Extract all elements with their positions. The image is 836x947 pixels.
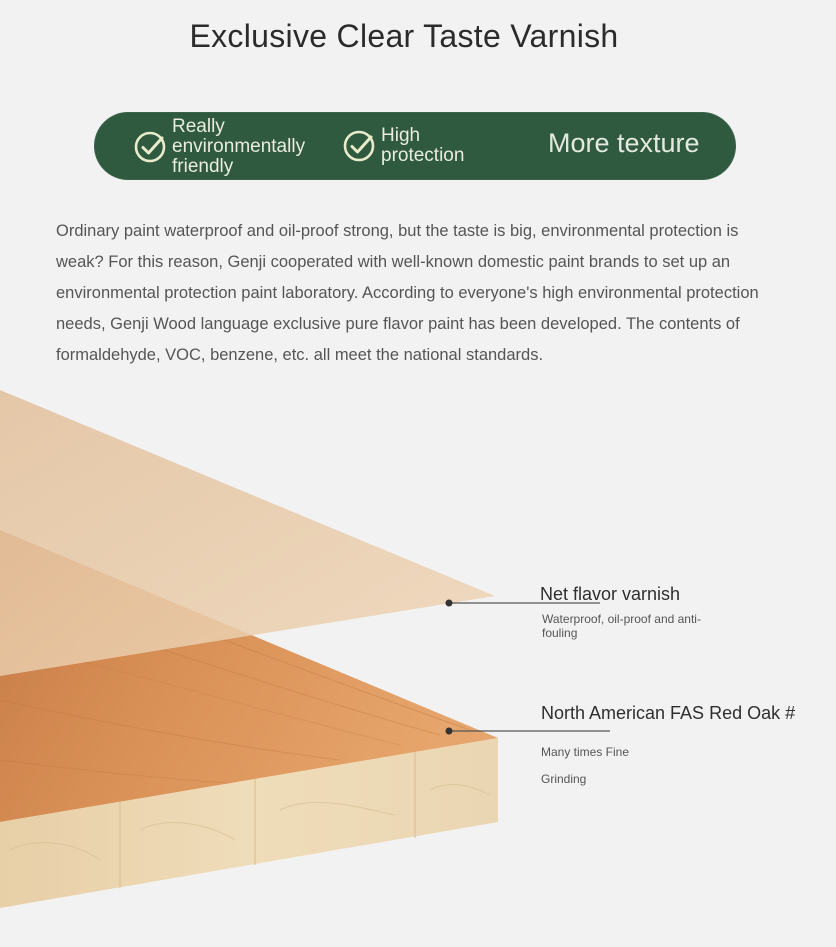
feature-label: Really environmentally friendly [172, 116, 306, 177]
oak-description-line: Many times Fine [541, 745, 630, 759]
feature-banner [94, 112, 736, 180]
varnish-label: Net flavor varnish [540, 584, 681, 604]
feature-label: High protection [381, 125, 465, 166]
feature-environmental [133, 117, 312, 177]
page-title: Exclusive Clear Taste Varnish [189, 18, 619, 54]
wood-layers-illustration [0, 380, 836, 947]
oak-label: North American FAS Red Oak # [541, 703, 796, 723]
check-circle-icon [342, 129, 376, 163]
varnish-layer [0, 390, 495, 676]
more-texture-text: More texture [548, 128, 700, 158]
description-paragraph: Ordinary paint waterproof and oil-proof strong, but the taste is big, environmental protection is weak? For this reason, Genji cooperated with well-known domestic paint brands to set up an environmental protection paint laboratory. According to everyone's high environmental protection needs, Genji Wood language exclusive pure flavor paint has been developed. The contents of formaldehyde, VOC, benzene, etc. all meet the national standards. [56, 222, 759, 364]
varnish-description: Waterproof, oil-proof and anti-fouling [542, 612, 701, 640]
feature-protection [342, 126, 481, 166]
check-circle-icon [133, 130, 167, 164]
oak-description-line: Grinding [541, 772, 587, 786]
